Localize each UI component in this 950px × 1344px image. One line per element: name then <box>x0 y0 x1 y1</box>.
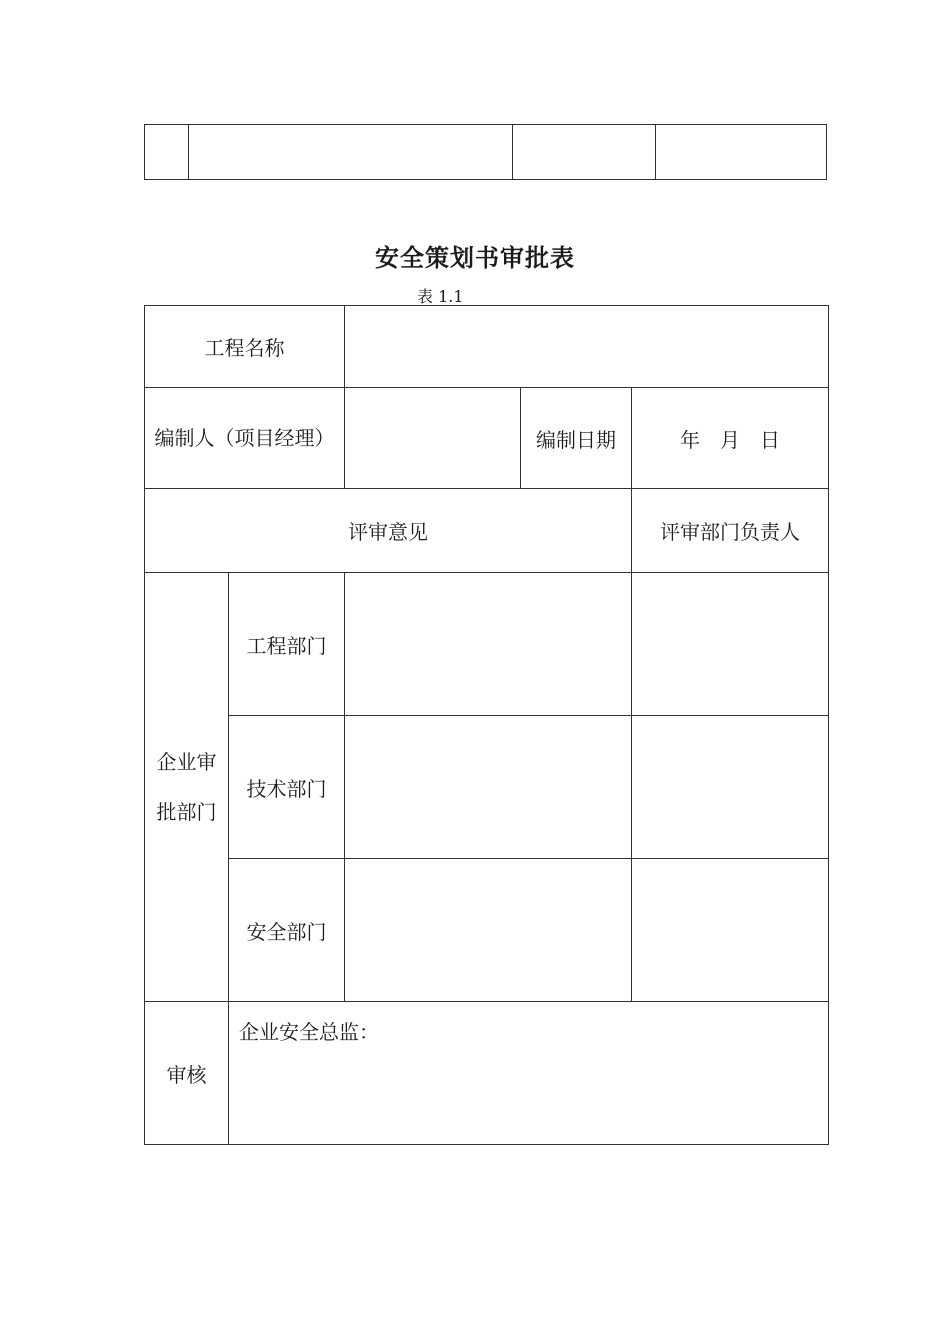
enterprise-approval-label-text: 企业审批部门 <box>156 750 217 824</box>
table-cell <box>656 125 827 180</box>
dept-head-safety[interactable] <box>632 859 829 1002</box>
table-row <box>145 1002 829 1145</box>
table-row <box>145 859 829 1002</box>
project-name-field[interactable] <box>345 306 829 388</box>
table-number: 表 1.1 <box>417 287 464 306</box>
approval-table <box>144 305 829 1145</box>
preparer-label: 编制人（项目经理） <box>145 388 345 489</box>
table-cell <box>513 125 656 180</box>
form-title: 安全策划书审批表 <box>375 243 575 272</box>
dept-name-technical: 技术部门 <box>229 716 345 859</box>
preparer-field[interactable] <box>345 388 521 489</box>
dept-head-header: 评审部门负责人 <box>632 489 829 573</box>
table-row <box>145 573 829 716</box>
previous-page-table-fragment <box>144 124 827 180</box>
prep-date-label: 编制日期 <box>521 388 632 489</box>
table-cell <box>189 125 513 180</box>
dept-head-engineering[interactable] <box>632 573 829 716</box>
safety-director-label: 企业安全总监： <box>239 1020 379 1044</box>
dept-opinion-safety[interactable] <box>345 859 632 1002</box>
prep-date-field[interactable]: 年 月 日 <box>632 388 829 489</box>
table-row <box>145 306 829 388</box>
table-row <box>145 125 827 180</box>
dept-name-safety: 安全部门 <box>229 859 345 1002</box>
table-row <box>145 388 829 489</box>
enterprise-approval-label <box>145 573 229 1002</box>
dept-opinion-technical[interactable] <box>345 716 632 859</box>
safety-director-field[interactable] <box>229 1002 829 1145</box>
dept-opinion-engineering[interactable] <box>345 573 632 716</box>
review-opinion-header: 评审意见 <box>145 489 632 573</box>
table-row <box>145 489 829 573</box>
project-name-label: 工程名称 <box>145 306 345 388</box>
table-row <box>145 716 829 859</box>
dept-name-engineering: 工程部门 <box>229 573 345 716</box>
dept-head-technical[interactable] <box>632 716 829 859</box>
table-cell <box>145 125 189 180</box>
audit-label: 审核 <box>145 1002 229 1145</box>
